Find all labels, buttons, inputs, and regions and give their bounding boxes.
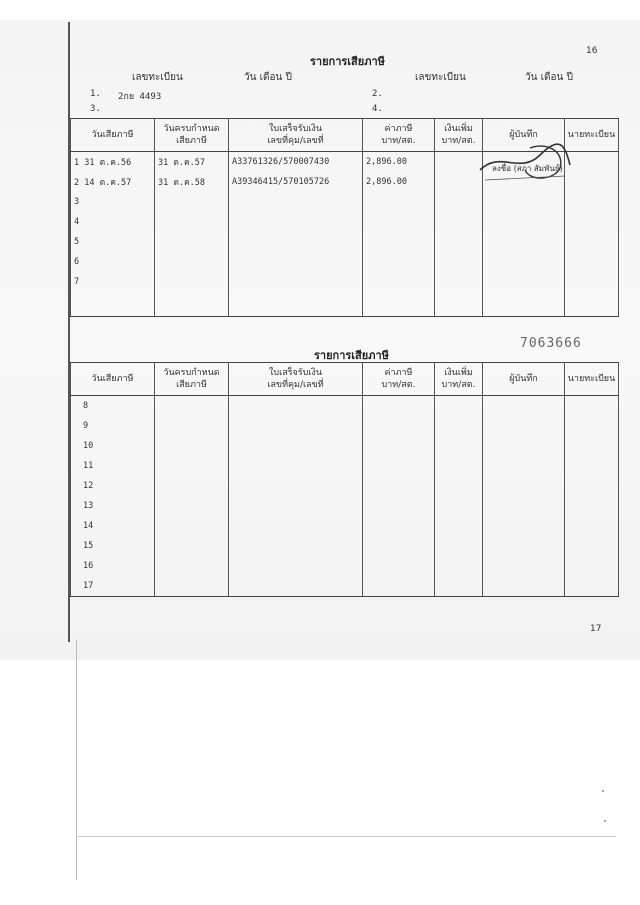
- cell-row-number: 16: [71, 556, 155, 576]
- cell-empty: [229, 396, 363, 417]
- tax-table-bottom: [70, 362, 619, 597]
- col-tax: [363, 363, 435, 396]
- page-number-top: 16: [586, 46, 598, 56]
- cell-empty: [483, 476, 565, 496]
- cell-empty: [155, 576, 229, 597]
- cell-empty: [483, 436, 565, 456]
- cell-empty: [363, 396, 435, 417]
- col-tax: [363, 119, 435, 152]
- table-row: [71, 576, 619, 597]
- cell-tax: [363, 272, 435, 292]
- cell-due-date: [155, 232, 229, 252]
- cell-registrar: [565, 232, 619, 252]
- column-header-text: เงินเพิ่ม บาท/สต.: [441, 124, 476, 146]
- col-due-date: [155, 119, 229, 152]
- cell-empty: [363, 292, 435, 317]
- cell-empty: [363, 436, 435, 456]
- cell-empty: [565, 576, 619, 597]
- cell-empty: [483, 536, 565, 556]
- col-surcharge: [435, 363, 483, 396]
- cell-paid-date: 6: [71, 252, 155, 272]
- cell-row-number: 15: [71, 536, 155, 556]
- cell-tax: [363, 232, 435, 252]
- cell-surcharge: [435, 272, 483, 292]
- cell-registrar: [565, 272, 619, 292]
- cell-receipt: [229, 192, 363, 212]
- bottom-margin-line: [76, 836, 616, 837]
- cell-empty: [155, 556, 229, 576]
- cell-empty: [483, 556, 565, 576]
- cell-empty: [229, 496, 363, 516]
- cell-empty: [483, 496, 565, 516]
- cell-registrar: [565, 212, 619, 232]
- cell-empty: [155, 292, 229, 317]
- cell-empty: [483, 396, 565, 417]
- table-row: [71, 212, 619, 232]
- registration-4-number: 4.: [372, 104, 383, 114]
- cell-tax: [363, 192, 435, 212]
- cell-due-date: [155, 252, 229, 272]
- cell-empty: [565, 416, 619, 436]
- column-header-text: วันครบกำหนด เสียภาษี: [163, 368, 220, 390]
- cell-empty: [435, 576, 483, 597]
- cell-row-number: 12: [71, 476, 155, 496]
- cell-registrar: [565, 192, 619, 212]
- cell-empty: [155, 456, 229, 476]
- cell-empty: [363, 536, 435, 556]
- cell-empty: [71, 292, 155, 317]
- cell-recorder: [483, 192, 565, 212]
- cell-recorder: [483, 272, 565, 292]
- cell-empty: [229, 456, 363, 476]
- cell-row-number: 11: [71, 456, 155, 476]
- cell-empty: [229, 536, 363, 556]
- cell-paid-date: 5: [71, 232, 155, 252]
- cell-recorder: [483, 212, 565, 232]
- cell-empty: [363, 456, 435, 476]
- cell-tax: 2,896.00: [363, 172, 435, 192]
- cell-due-date: 31 ต.ค.57: [155, 152, 229, 173]
- cell-empty: [435, 536, 483, 556]
- table-row: [71, 396, 619, 417]
- cell-row-number: 17: [71, 576, 155, 597]
- cell-receipt: [229, 252, 363, 272]
- cell-due-date: [155, 192, 229, 212]
- cell-empty: [363, 476, 435, 496]
- cell-empty: [483, 416, 565, 436]
- cell-empty: [435, 436, 483, 456]
- cell-empty: [155, 536, 229, 556]
- col-paid-date: [71, 119, 155, 152]
- recorder-name-stamp: ลงชื่อ (สภา สัมพันธ์): [492, 164, 563, 173]
- table-row: [71, 436, 619, 456]
- cell-due-date: [155, 212, 229, 232]
- cell-empty: [363, 496, 435, 516]
- cell-empty: [565, 536, 619, 556]
- cell-empty: [565, 436, 619, 456]
- cell-row-number: 14: [71, 516, 155, 536]
- cell-tax: [363, 252, 435, 272]
- column-header-text: นายทะเบียน: [567, 130, 616, 140]
- cell-surcharge: [435, 232, 483, 252]
- cell-empty: [565, 556, 619, 576]
- cell-recorder: [483, 232, 565, 252]
- col-due-date: [155, 363, 229, 396]
- column-header-text: ค่าภาษี บาท/สต.: [381, 368, 416, 390]
- registration-1-number: 1.: [90, 89, 101, 99]
- cell-empty: [483, 576, 565, 597]
- col-recorder: [483, 363, 565, 396]
- cell-empty: [155, 496, 229, 516]
- cell-empty: [155, 416, 229, 436]
- table-row: [71, 496, 619, 516]
- cell-empty: [155, 436, 229, 456]
- table-row: [71, 272, 619, 292]
- col-paid-date: [71, 363, 155, 396]
- table-row: [71, 536, 619, 556]
- cell-empty: [435, 476, 483, 496]
- page-number-bottom: 17: [590, 624, 602, 634]
- cell-empty: [229, 476, 363, 496]
- cell-paid-date: 4: [71, 212, 155, 232]
- table-row: [71, 456, 619, 476]
- column-header-text: วันครบกำหนด เสียภาษี: [163, 124, 220, 146]
- left-margin-line: [76, 640, 77, 880]
- col-receipt: [229, 119, 363, 152]
- cell-receipt: [229, 232, 363, 252]
- cell-empty: [363, 556, 435, 576]
- cell-empty: [435, 516, 483, 536]
- cell-empty: [229, 556, 363, 576]
- section-title-top: รายการเสียภาษี: [310, 55, 385, 68]
- registration-1-value: 2กย 4493: [118, 92, 162, 102]
- date-label-left: วัน เดือน ปี: [244, 72, 292, 83]
- cell-row-number: 13: [71, 496, 155, 516]
- cell-empty: [483, 456, 565, 476]
- col-registrar: [565, 363, 619, 396]
- cell-due-date: 31 ต.ค.58: [155, 172, 229, 192]
- cell-receipt: [229, 212, 363, 232]
- cell-empty: [229, 436, 363, 456]
- table-row: [71, 516, 619, 536]
- column-header-text: ค่าภาษี บาท/สต.: [381, 124, 416, 146]
- column-header-text: ผู้บันทึก: [509, 374, 538, 384]
- column-header-text: ใบเสร็จรับเงิน เลขที่คุม/เลขที่: [267, 368, 324, 390]
- table-row: [71, 192, 619, 212]
- col-receipt: [229, 363, 363, 396]
- cell-empty: [363, 576, 435, 597]
- cell-receipt: A33761326/570007430: [229, 152, 363, 173]
- cell-tax: [363, 212, 435, 232]
- table-row: [71, 252, 619, 272]
- cell-empty: [565, 292, 619, 317]
- cell-empty: [435, 396, 483, 417]
- cell-empty: [229, 292, 363, 317]
- cell-empty: [483, 292, 565, 317]
- cell-empty: [229, 516, 363, 536]
- column-header-text: ใบเสร็จรับเงิน เลขที่คุม/เลขที่: [267, 124, 324, 146]
- cell-tax: 2,896.00: [363, 152, 435, 173]
- column-header-text: วันเสียภาษี: [91, 130, 134, 140]
- cell-empty: [565, 396, 619, 417]
- cell-row-number: 9: [71, 416, 155, 436]
- cell-empty: [565, 456, 619, 476]
- cell-empty: [483, 516, 565, 536]
- cell-receipt: A39346415/570105726: [229, 172, 363, 192]
- table-row: [71, 476, 619, 496]
- cell-empty: [155, 396, 229, 417]
- column-header-text: นายทะเบียน: [567, 374, 616, 384]
- table-row: [71, 556, 619, 576]
- reg-label-left: เลขทะเบียน: [132, 72, 183, 83]
- cell-paid-date: 3: [71, 192, 155, 212]
- cell-empty: [363, 516, 435, 536]
- cell-surcharge: [435, 212, 483, 232]
- cell-empty: [363, 416, 435, 436]
- serial-marker: 7063666: [520, 336, 582, 351]
- cell-empty: [565, 476, 619, 496]
- cell-row-number: 8: [71, 396, 155, 417]
- cell-empty: [435, 416, 483, 436]
- cell-empty: [565, 496, 619, 516]
- scan-speck: [602, 790, 604, 792]
- cell-paid-date: 7: [71, 272, 155, 292]
- cell-paid-date: 2 14 ต.ค.57: [71, 172, 155, 192]
- cell-empty: [229, 416, 363, 436]
- table-row: [71, 232, 619, 252]
- column-header-text: ผู้บันทึก: [509, 130, 538, 140]
- cell-due-date: [155, 272, 229, 292]
- registration-2-number: 2.: [372, 89, 383, 99]
- cell-receipt: [229, 272, 363, 292]
- cell-surcharge: [435, 252, 483, 272]
- column-header-text: วันเสียภาษี: [91, 374, 134, 384]
- cell-empty: [229, 576, 363, 597]
- cell-empty: [565, 516, 619, 536]
- table-row: [71, 416, 619, 436]
- reg-label-right: เลขทะเบียน: [415, 72, 466, 83]
- scan-speck: [604, 820, 606, 822]
- table-header-row: [71, 363, 619, 396]
- cell-row-number: 10: [71, 436, 155, 456]
- column-header-text: เงินเพิ่ม บาท/สต.: [441, 368, 476, 390]
- cell-empty: [435, 556, 483, 576]
- cell-recorder: [483, 252, 565, 272]
- registration-3-number: 3.: [90, 104, 101, 114]
- cell-registrar: [565, 252, 619, 272]
- cell-empty: [155, 516, 229, 536]
- cell-empty: [435, 496, 483, 516]
- table-spacer-row: [71, 292, 619, 317]
- cell-empty: [435, 292, 483, 317]
- cell-empty: [435, 456, 483, 476]
- cell-paid-date: 1 31 ต.ค.56: [71, 152, 155, 173]
- cell-surcharge: [435, 192, 483, 212]
- date-label-right: วัน เดือน ปี: [525, 72, 573, 83]
- section-title-bottom: รายการเสียภาษี: [314, 349, 389, 362]
- cell-empty: [155, 476, 229, 496]
